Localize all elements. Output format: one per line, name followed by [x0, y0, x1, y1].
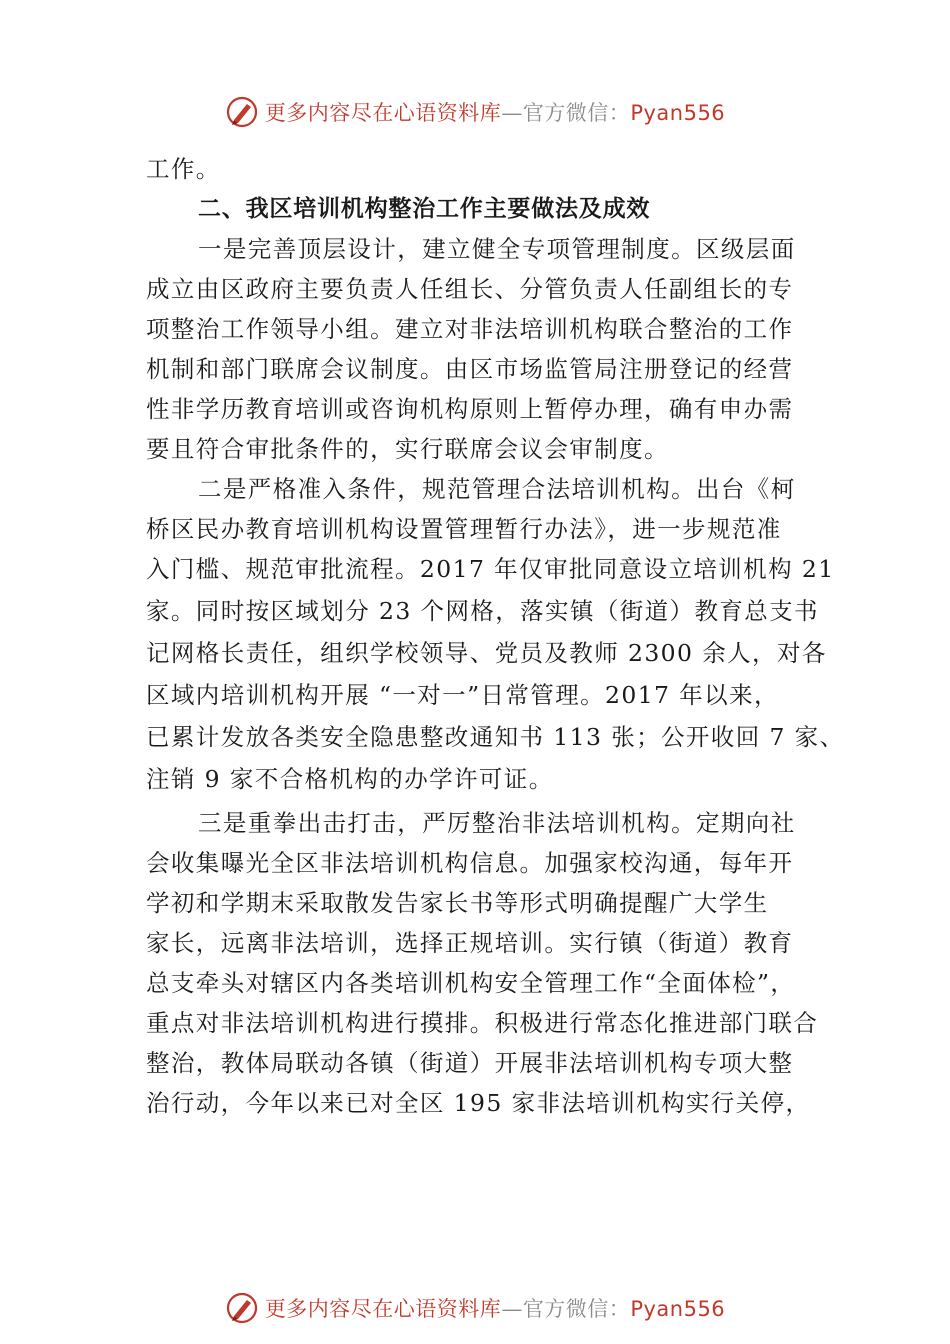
banner-text	[265, 97, 725, 127]
text-line: 学初和学期末采取散发告家长书等形式明确提醒广大学生	[146, 889, 769, 917]
banner-wechat-id: Pyan556	[630, 1297, 726, 1321]
text-line: 成立由区政府主要负责人任组长、分管负责人任副组长的专	[146, 275, 794, 303]
banner-wechat-label: 官方微信：	[522, 101, 631, 125]
text-line: 记网格长责任，组织学校领导、党员及教师 2300 余人，对各	[146, 639, 827, 667]
banner-wechat-id: Pyan556	[630, 101, 726, 125]
pen-logo-icon	[225, 1291, 259, 1325]
footer-banner	[0, 1288, 950, 1328]
text-line: 三是重拳出击打击，严厉整治非法培训机构。定期向社	[198, 809, 796, 837]
text-line: 会收集曝光全区非法培训机构信息。加强家校沟通，每年开	[146, 849, 794, 877]
text-line: 家长，远离非法培训，选择正规培训。实行镇（街道）教育	[146, 929, 794, 957]
banner-wechat-label: 官方微信：	[522, 1297, 631, 1321]
text-line: 区域内培训机构开展 “一对一”日常管理。2017 年以来，	[146, 681, 779, 709]
text-line: 二是严格准入条件，规范管理合法培训机构。出台《柯	[198, 475, 796, 503]
text-line: 入门槛、规范审批流程。2017 年仅审批同意设立培训机构 21	[146, 555, 835, 583]
text-line: 机制和部门联席会议制度。由区市场监管局注册登记的经营	[146, 355, 794, 383]
text-line: 一是完善顶层设计，建立健全专项管理制度。区级层面	[198, 235, 796, 263]
banner-main-text: 更多内容尽在心语资料库	[264, 101, 502, 125]
text-line: 整治，教体局联动各镇（街道）开展非法培训机构专项大整	[146, 1049, 794, 1077]
text-line: 治行动，今年以来已对全区 195 家非法培训机构实行关停，	[146, 1089, 811, 1117]
text-line: 工作。	[146, 155, 221, 183]
text-line: 注销 9 家不合格机构的办学许可证。	[146, 765, 554, 793]
text-line: 重点对非法培训机构进行摸排。积极进行常态化推进部门联合	[146, 1009, 819, 1037]
banner-separator: —	[501, 101, 523, 125]
pen-logo-icon	[225, 95, 259, 129]
text-line: 已累计发放各类安全隐患整改通知书 113 张；公开收回 7 家、	[146, 723, 845, 751]
text-line: 桥区民办教育培训机构设置管理暂行办法》，进一步规范准	[146, 515, 782, 543]
header-banner	[0, 92, 950, 132]
banner-separator: —	[501, 1297, 523, 1321]
text-line: 要且符合审批条件的，实行联席会议会审制度。	[146, 435, 669, 463]
banner-text	[265, 1293, 725, 1323]
text-line: 性非学历教育培训或咨询机构原则上暂停办理，确有申办需	[146, 395, 794, 423]
text-line: 项整治工作领导小组。建立对非法培训机构联合整治的工作	[146, 315, 794, 343]
section-heading: 二、我区培训机构整治工作主要做法及成效	[198, 196, 651, 222]
text-line: 家。同时按区域划分 23 个网格，落实镇（街道）教育总支书	[146, 597, 819, 625]
text-line: 总支牵头对辖区内各类培训机构安全管理工作“全面体检”，	[146, 969, 796, 997]
banner-main-text: 更多内容尽在心语资料库	[264, 1297, 502, 1321]
